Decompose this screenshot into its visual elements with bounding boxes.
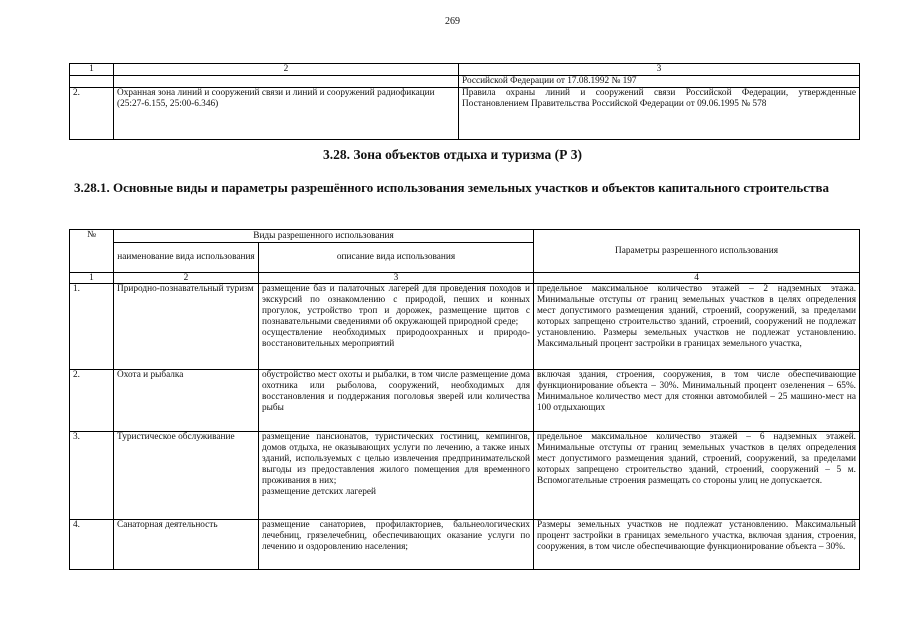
- col-number-3: 3: [259, 273, 534, 284]
- row-params: Размеры земельных участков не подлежат установлению. Максимальный процент застройки в границах земельного участка, включая здания, строения, сооружения, в том числе обеспечивающие функционирование объекта – 30%.: [534, 520, 860, 570]
- top-row-name-cell: [114, 88, 459, 140]
- col-number-1: 1: [70, 273, 114, 284]
- table-row: [70, 370, 860, 432]
- top-row-number: 2.: [70, 88, 114, 140]
- row-params: предельное максимальное количество этажей – 6 надземных этажей. Минимальные отступы от границ земельных участков в целях определения мест допустимого размещения зданий, строений, сооружений, за пределами которых запрещено строительство зданий, строений, сооружений – 5 м. Вспомогательные строения размещать со стороны улиц не допускается.: [534, 432, 860, 520]
- top-table: [69, 63, 860, 140]
- top-table-continued-row: [70, 76, 860, 88]
- section-title: 3.28. Зона объектов отдыха и туризма (Р 3): [322, 147, 583, 162]
- top-table-row-2: [70, 88, 860, 140]
- header-params: Параметры разрешенного использования: [534, 230, 860, 273]
- empty-cell: [114, 76, 459, 88]
- header-name: наименование вида использования: [114, 243, 259, 273]
- row-params: предельное максимальное количество этажей – 2 надземных этажа. Минимальные отступы от границ земельных участков в целях определения мест допустимого размещения зданий, строений, сооружений, за пределами которых запрещено строительство зданий, строений, сооружений не подлежат установлению. Размеры земельных участков не подлежат установлению. Максимальный процент застройки в границах земельного участка,: [534, 284, 860, 370]
- main-header-row: [70, 230, 860, 243]
- top-header-col2: 2: [114, 64, 459, 76]
- main-table: [69, 229, 860, 570]
- row-desc-extra: осуществление необходимых природоохранных и природо-восстановительных мероприятий: [262, 328, 531, 349]
- table-row: [70, 284, 860, 370]
- row-desc: размещение баз и палаточных лагерей для проведения походов и экскурсий по ознакомлению с природой, пеших и конных прогулок, устройство троп и дорожек, размещение щитов с познавательными сведениями об окружающей природной среде;: [262, 284, 531, 327]
- header-number: №: [70, 230, 114, 273]
- header-kinds: Виды разрешенного использования: [114, 230, 534, 243]
- col-number-2: 2: [114, 273, 259, 284]
- top-table-header-row: [70, 64, 860, 76]
- row-number: 1.: [70, 284, 114, 370]
- empty-cell: [70, 76, 114, 88]
- row-number: 3.: [70, 432, 114, 520]
- table-row: [70, 432, 860, 520]
- row-params: включая здания, строения, сооружения, в том числе обеспечивающие функционирование объекта – 30%. Минимальный процент озеленения – 65%. Минимальное количество мест для стоянки автомобилей – 25 машино-мест на 100 отдыхающих: [534, 370, 860, 432]
- row-desc: размещение пансионатов, туристических гостиниц, кемпингов, домов отдыха, не оказывающих услуги по лечению, а также иных зданий, используемых с целью извлечения предпринимательской выгоды из предоставления жилого помещения для временного проживания в них;: [262, 432, 531, 486]
- header-desc: описание вида использования: [259, 243, 534, 273]
- row-number: 4.: [70, 520, 114, 570]
- row-desc: размещение санаториев, профилакториев, бальнеологических лечебниц, грязелечебниц, обеспечивающих оказание услуги по лечению и оздоровлению населения;: [259, 520, 534, 570]
- row-desc: обустройство мест охоты и рыбалки, в том числе размещение дома охотника или рыболова, сооружений, необходимых для восстановления и поддержания поголовья зверей или количества рыбы: [259, 370, 534, 432]
- top-row-code: (25:27-6.155, 25:00-6.346): [117, 99, 219, 109]
- subsection-title: 3.28.1. Основные виды и параметры разрешённого использования земельных участков и объектов капитального строительства: [74, 180, 829, 195]
- top-row-doc: Правила охраны линий и сооружений связи Российской Федерации, утвержденные Постановлением Правительства Российской Федерации от 09.06.1995 № 578: [459, 88, 860, 140]
- page-number: 269: [445, 16, 460, 27]
- table-row: [70, 520, 860, 570]
- row-number: 2.: [70, 370, 114, 432]
- row-desc-cell: [259, 284, 534, 370]
- top-header-col3: 3: [459, 64, 860, 76]
- row-name: Санаторная деятельность: [114, 520, 259, 570]
- row-name: Природно-познавательный туризм: [114, 284, 259, 370]
- row-name: Охота и рыбалка: [114, 370, 259, 432]
- top-continued-doc: Российской Федерации от 17.08.1992 № 197: [459, 76, 860, 88]
- top-header-col1: 1: [70, 64, 114, 76]
- column-number-row: [70, 273, 860, 284]
- row-desc-extra: размещение детских лагерей: [262, 487, 376, 497]
- row-name: Туристическое обслуживание: [114, 432, 259, 520]
- col-number-4: 4: [534, 273, 860, 284]
- row-desc-cell: [259, 432, 534, 520]
- top-row-name: Охранная зона линий и сооружений связи и линий и сооружений радиофикации: [117, 88, 435, 98]
